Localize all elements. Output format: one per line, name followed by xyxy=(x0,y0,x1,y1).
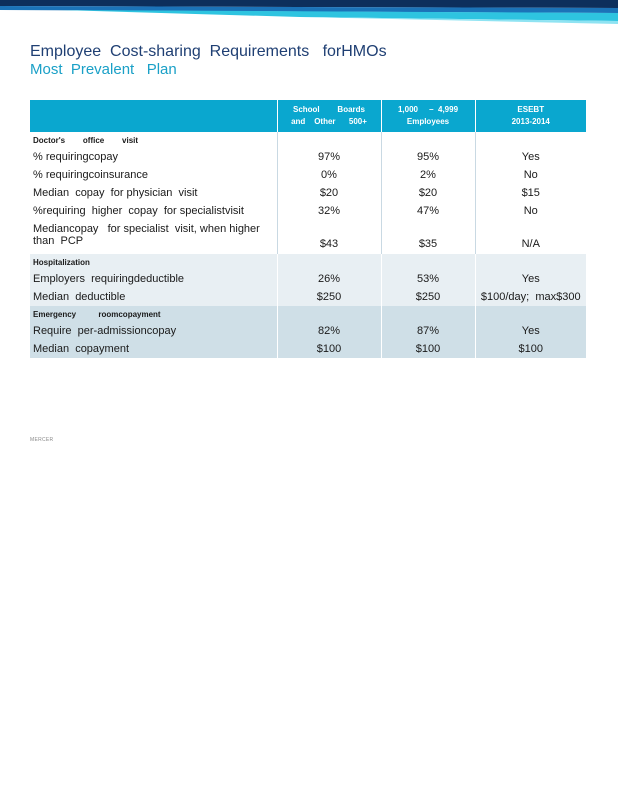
table-row xyxy=(30,202,586,220)
table-row xyxy=(30,322,586,340)
column-header-esebt: ESEBT 2013-2014 xyxy=(475,100,586,132)
section-title: Doctor's office visit xyxy=(30,132,277,148)
table-row xyxy=(30,148,586,166)
cell-value: 82% xyxy=(277,322,381,340)
cell-value: Yes xyxy=(475,270,586,288)
cell-value: $100/day; max$300 xyxy=(475,288,586,306)
table-row xyxy=(30,220,586,254)
row-label: Median copayment xyxy=(30,340,277,358)
cell-value: 97% xyxy=(277,148,381,166)
cell-value: Yes xyxy=(475,148,586,166)
cell-value: $250 xyxy=(277,288,381,306)
cell-value: $100 xyxy=(381,340,475,358)
row-label: Require per-admissioncopay xyxy=(30,322,277,340)
cell-value: 87% xyxy=(381,322,475,340)
cell-value: $15 xyxy=(475,184,586,202)
footer-logo-text: MERCER xyxy=(30,437,54,443)
row-label: %requiring higher copay for specialistvisit xyxy=(30,202,277,220)
cell-value: No xyxy=(475,166,586,184)
cell-value: $20 xyxy=(381,184,475,202)
cell-value: 26% xyxy=(277,270,381,288)
cell-value: $100 xyxy=(475,340,586,358)
row-label: Employers requiringdeductible xyxy=(30,270,277,288)
cell-value: 47% xyxy=(381,202,475,220)
table-row xyxy=(30,340,586,358)
table-row xyxy=(30,288,586,306)
section-title: Emergency roomcopayment xyxy=(30,306,277,322)
section-emergency-room xyxy=(30,306,586,358)
cell-value: 2% xyxy=(381,166,475,184)
table-row xyxy=(30,270,586,288)
table-row xyxy=(30,184,586,202)
top-banner xyxy=(0,0,618,26)
section-header-row xyxy=(30,132,586,148)
row-label: Median deductible xyxy=(30,288,277,306)
column-header-label xyxy=(30,100,277,132)
table-header-row xyxy=(30,100,586,132)
cell-value: 32% xyxy=(277,202,381,220)
column-header-school-boards: School Boards and Other 500+ xyxy=(277,100,381,132)
table-row xyxy=(30,166,586,184)
section-header-row xyxy=(30,306,586,322)
section-title: Hospitalization xyxy=(30,254,277,270)
cost-sharing-table xyxy=(30,100,586,358)
page-title: Employee Cost-sharing Requirements forHMOs xyxy=(30,43,387,60)
row-label: Mediancopay for specialist visit, when higher than PCP xyxy=(30,220,277,254)
cell-value: $35 xyxy=(381,220,475,254)
row-label: Median copay for physician visit xyxy=(30,184,277,202)
row-label: % requiringcopay xyxy=(30,148,277,166)
row-label: % requiringcoinsurance xyxy=(30,166,277,184)
cell-value: $250 xyxy=(381,288,475,306)
cell-value: Yes xyxy=(475,322,586,340)
cell-value: 0% xyxy=(277,166,381,184)
cell-value: N/A xyxy=(475,220,586,254)
cell-value: $43 xyxy=(277,220,381,254)
section-doctors-office-visit xyxy=(30,132,586,254)
section-hospitalization xyxy=(30,254,586,306)
cell-value: 53% xyxy=(381,270,475,288)
cell-value: 95% xyxy=(381,148,475,166)
cell-value: $20 xyxy=(277,184,381,202)
section-header-row xyxy=(30,254,586,270)
column-header-1000-4999: 1,000 – 4,999 Employees xyxy=(381,100,475,132)
cell-value: $100 xyxy=(277,340,381,358)
page-subtitle: Most Prevalent Plan xyxy=(30,61,177,78)
cell-value: No xyxy=(475,202,586,220)
